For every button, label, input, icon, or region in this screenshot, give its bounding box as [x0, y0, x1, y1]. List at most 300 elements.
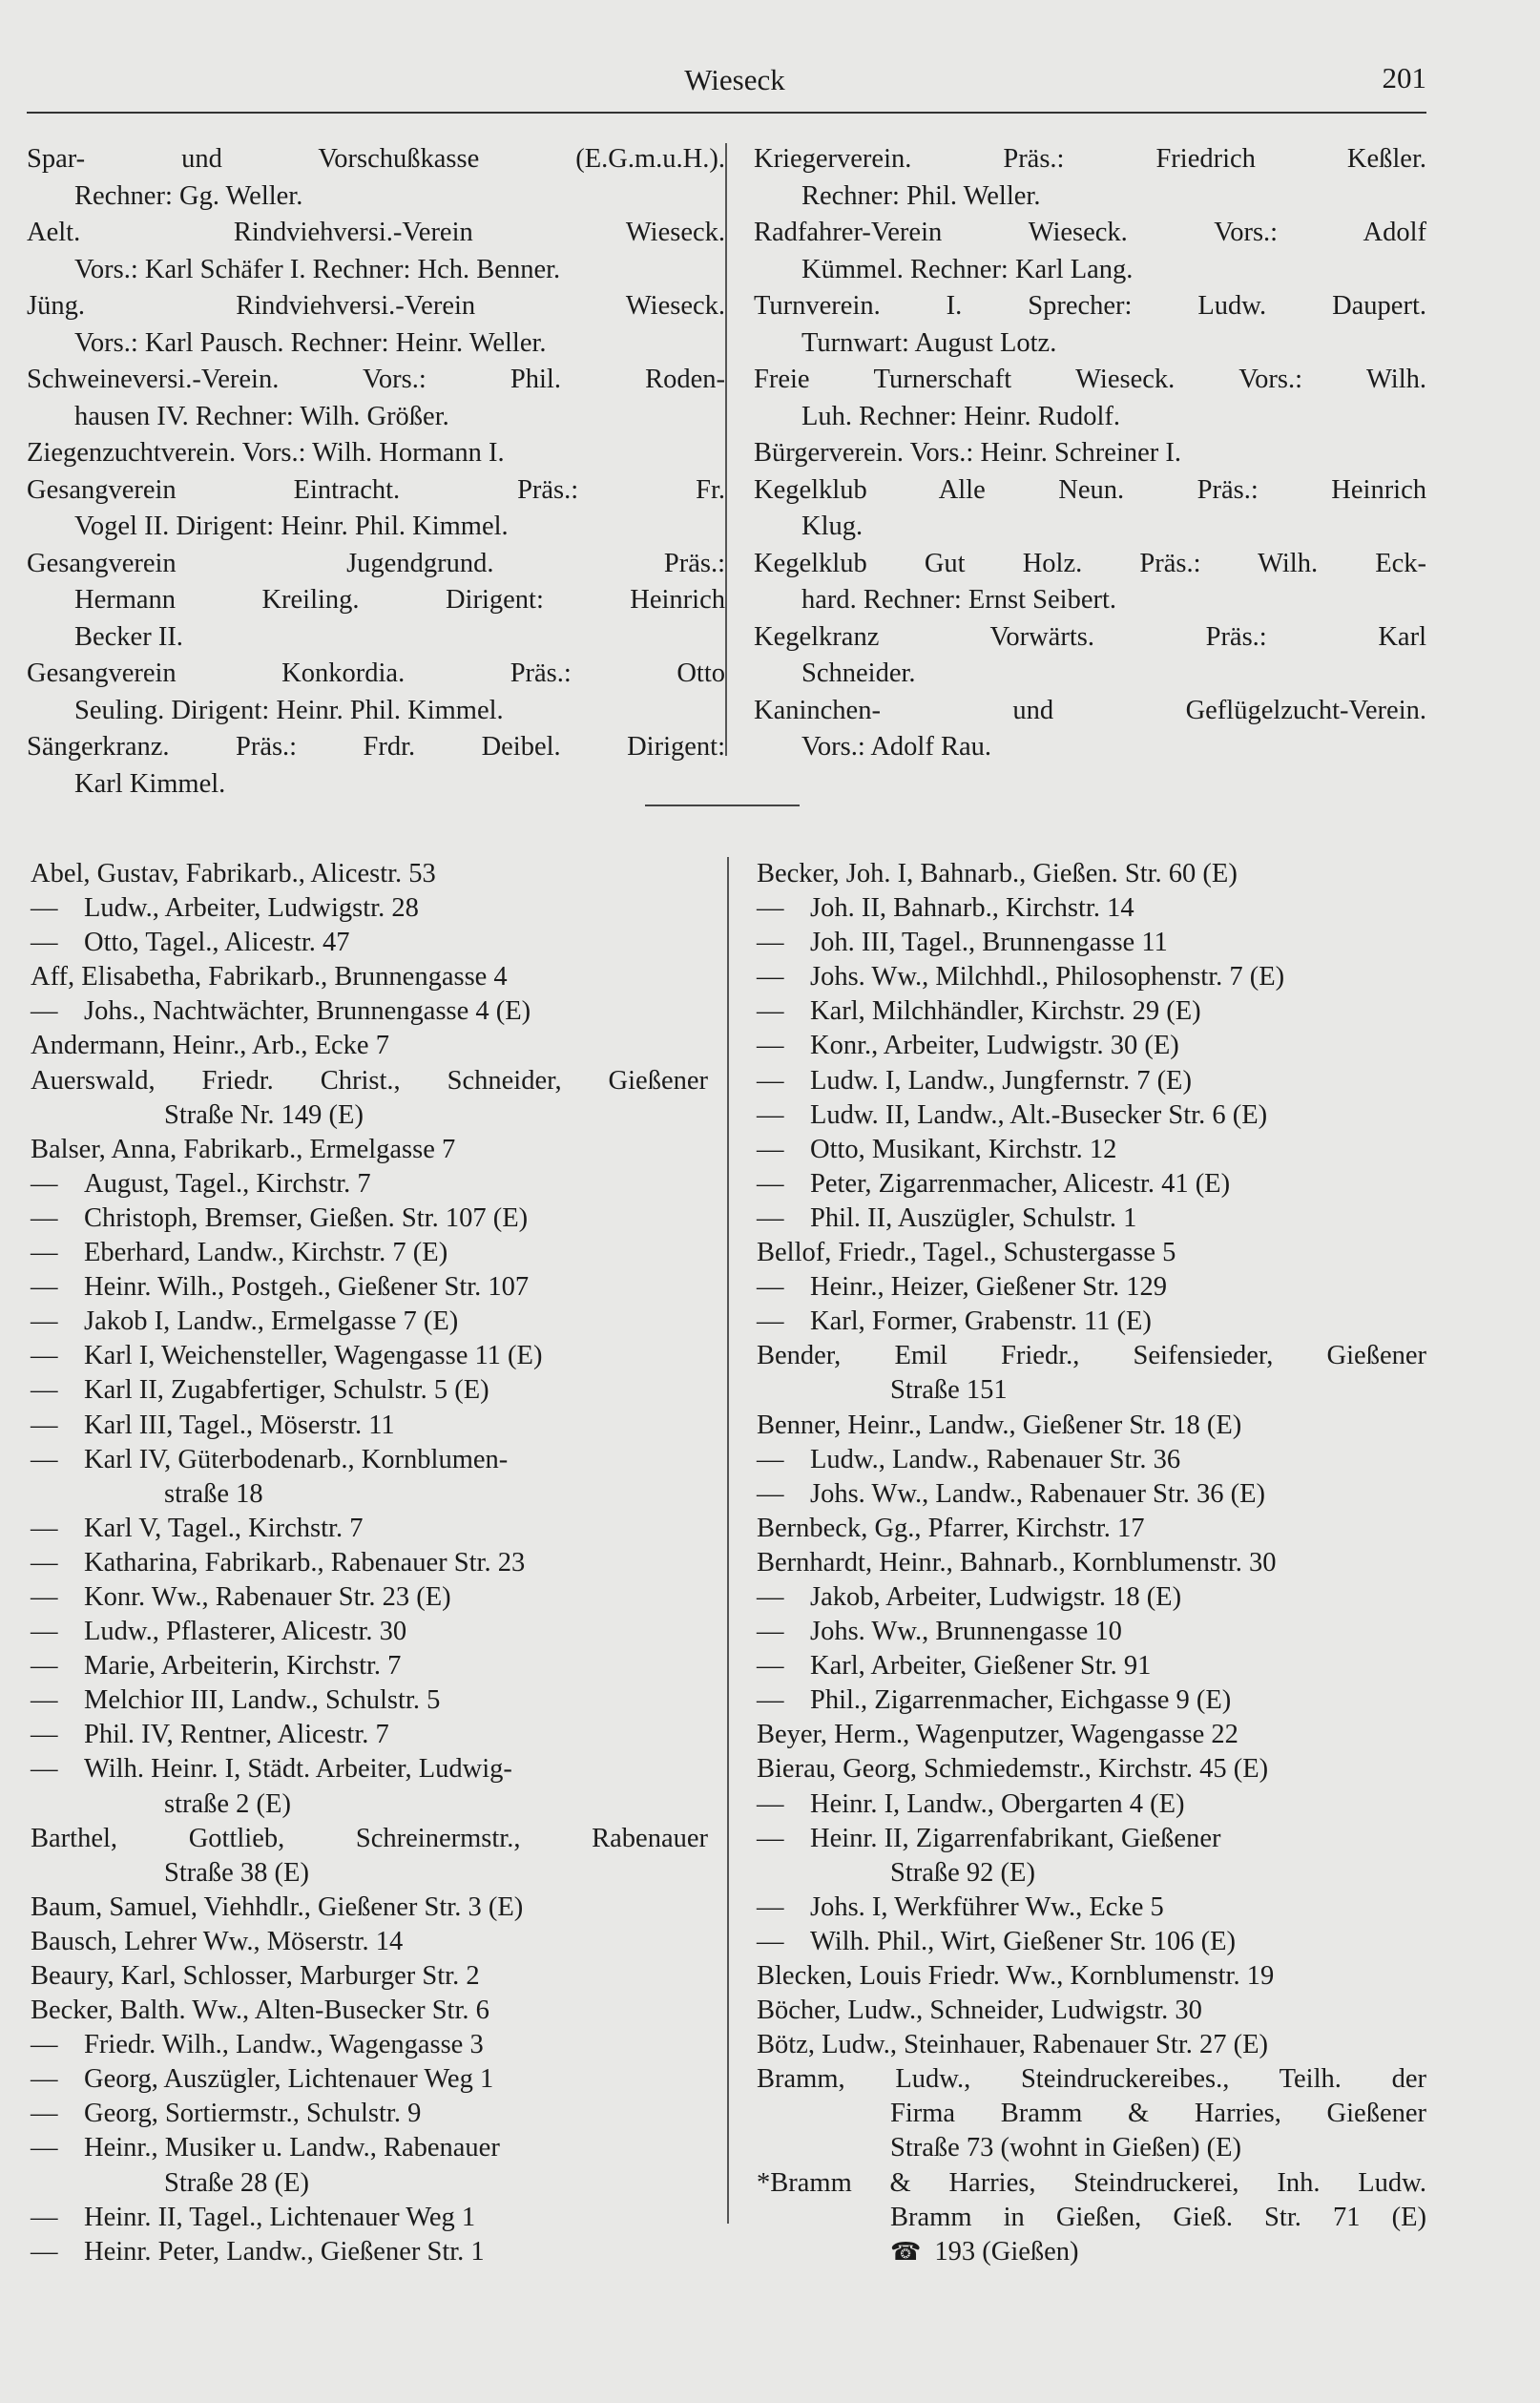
- list-entry: [31, 1236, 708, 1270]
- list-entry: [31, 2062, 708, 2097]
- entry-line: [31, 1649, 708, 1683]
- ditto-dash: —: [757, 1031, 784, 1061]
- ditto-dash: —: [31, 928, 58, 958]
- entry-line: [757, 1891, 1426, 1925]
- column-divider-bottom: [727, 857, 729, 2224]
- entry-text: Karl Kimmel.: [74, 768, 226, 799]
- list-entry: [31, 994, 708, 1029]
- page-number: 201: [1382, 61, 1426, 94]
- ditto-dash: —: [31, 2064, 58, 2095]
- entry-line: [31, 1718, 708, 1752]
- entry-line: [31, 1925, 708, 1959]
- entry-text: Bötz, Ludw., Steinhauer, Rabenauer Str. 27 (E): [757, 2030, 1269, 2060]
- list-entry: [27, 656, 725, 729]
- entry-text: Klug.: [801, 512, 864, 541]
- entry-line: [31, 1064, 708, 1098]
- entry-text: hard. Rechner: Ernst Seibert.: [801, 585, 1117, 615]
- list-entry: [757, 1443, 1426, 1477]
- entry-text: Joh. II, Bahnarb., Kirchstr. 14: [810, 893, 1134, 924]
- entry-continuation-line: [754, 399, 1426, 436]
- entry-text: Bellof, Friedr., Tagel., Schustergasse 5: [757, 1238, 1176, 1268]
- residents-column-right: [757, 857, 1426, 2269]
- entry-text: Katharina, Fabrikarb., Rabenauer Str. 23: [84, 1547, 526, 1578]
- entry-text: Gesangverein Konkordia. Präs.: Otto: [27, 658, 725, 688]
- entry-line: [754, 472, 1426, 510]
- entry-line: [757, 1305, 1426, 1339]
- list-entry: [27, 435, 725, 472]
- list-entry: [757, 1512, 1426, 1546]
- list-entry: [31, 1133, 708, 1167]
- list-entry: [31, 1649, 708, 1683]
- ditto-dash: —: [757, 1202, 784, 1233]
- list-entry: [31, 1202, 708, 1236]
- ditto-dash: —: [31, 2133, 58, 2163]
- ditto-dash: —: [757, 1926, 784, 1956]
- entry-line: [757, 926, 1426, 960]
- ditto-dash: —: [31, 1272, 58, 1303]
- entry-line: [31, 1133, 708, 1167]
- list-entry: [757, 1409, 1426, 1443]
- entry-text: Georg, Sortiermstr., Schulstr. 9: [84, 2099, 422, 2129]
- entry-text: Straße 73 (wohnt in Gießen) (E): [890, 2133, 1242, 2163]
- list-entry: [31, 2201, 708, 2235]
- list-entry: [757, 1098, 1426, 1133]
- list-entry: [757, 891, 1426, 926]
- entry-text: Vors.: Karl Schäfer I. Rechner: Hch. Benner.: [74, 254, 561, 284]
- entry-text: Schweineversi.-Verein. Vors.: Phil. Roden-: [27, 365, 725, 394]
- entry-text: Kümmel. Rechner: Karl Lang.: [801, 254, 1134, 284]
- entry-text: Abel, Gustav, Fabrikarb., Alicestr. 53: [31, 859, 436, 888]
- entry-text: Kegelkranz Vorwärts. Präs.: Karl: [754, 621, 1426, 652]
- list-entry: [757, 1683, 1426, 1718]
- entry-text: Karl, Milchhändler, Kirchstr. 29 (E): [810, 996, 1201, 1027]
- entry-text: Rechner: Gg. Weller.: [74, 180, 303, 211]
- entry-line: [31, 1202, 708, 1236]
- entry-line: [27, 435, 725, 472]
- entry-text: Ludw., Pflasterer, Alicestr. 30: [84, 1617, 407, 1647]
- ditto-dash: —: [31, 1513, 58, 1543]
- list-entry: [757, 2166, 1426, 2269]
- entry-text: Blecken, Louis Friedr. Ww., Kornblumenstr. 19: [757, 1961, 1275, 1991]
- entry-text: Aff, Elisabetha, Fabrikarb., Brunnengasse 4: [31, 962, 508, 993]
- entry-line: [757, 994, 1426, 1029]
- list-entry: [757, 857, 1426, 891]
- entry-continuation-line: [757, 2235, 1426, 2269]
- entry-line: [31, 891, 708, 926]
- ditto-dash: —: [757, 1617, 784, 1647]
- ditto-dash: —: [757, 1788, 784, 1819]
- ditto-dash: —: [757, 1823, 784, 1853]
- list-entry: [754, 288, 1426, 362]
- entry-text: 193 (Gießen): [934, 2236, 1079, 2267]
- list-entry: [31, 1339, 708, 1373]
- entry-line: [757, 1787, 1426, 1822]
- ditto-dash: —: [31, 2202, 58, 2232]
- list-entry: [757, 1236, 1426, 1270]
- entry-line: [31, 1270, 708, 1305]
- entry-line: [757, 1202, 1426, 1236]
- list-entry: [31, 1305, 708, 1339]
- ditto-dash: —: [31, 1238, 58, 1268]
- list-entry: [757, 1752, 1426, 1787]
- entry-text: Vogel II. Dirigent: Heinr. Phil. Kimmel.: [74, 512, 509, 541]
- entry-text: Straße 92 (E): [890, 1857, 1035, 1888]
- ditto-dash: —: [31, 1651, 58, 1682]
- entry-line: [757, 960, 1426, 994]
- entry-continuation-line: [31, 1787, 708, 1822]
- ditto-dash: —: [31, 2030, 58, 2060]
- entry-text: Rechner: Phil. Weller.: [801, 180, 1041, 211]
- entry-line: [757, 1443, 1426, 1477]
- entry-text: Gesangverein Eintracht. Präs.: Fr.: [27, 474, 725, 505]
- entry-continuation-line: [27, 178, 725, 216]
- list-entry: [757, 1822, 1426, 1891]
- entry-line: [31, 926, 708, 960]
- entry-text: Karl II, Zugabfertiger, Schulstr. 5 (E): [84, 1375, 489, 1406]
- entry-line: [31, 960, 708, 994]
- entry-text: Heinr. II, Tagel., Lichtenauer Weg 1: [84, 2202, 476, 2232]
- list-entry: [31, 1822, 708, 1891]
- entry-continuation-line: [754, 325, 1426, 363]
- entry-line: [31, 1752, 708, 1787]
- ditto-dash: —: [757, 928, 784, 958]
- list-entry: [31, 857, 708, 891]
- entry-text: Johs. Ww., Milchhdl., Philosophenstr. 7 (E): [810, 962, 1285, 993]
- entry-text: Phil. II, Auszügler, Schulstr. 1: [810, 1202, 1137, 1233]
- entry-line: [757, 1718, 1426, 1752]
- ditto-dash: —: [31, 2236, 58, 2267]
- entry-line: [27, 288, 725, 325]
- list-entry: [757, 1167, 1426, 1202]
- ditto-dash: —: [31, 1685, 58, 1716]
- entry-line: [31, 2235, 708, 2269]
- entry-text: Vors.: Adolf Rau.: [801, 732, 991, 762]
- entry-line: [31, 1546, 708, 1580]
- ditto-dash: —: [757, 893, 784, 924]
- entry-line: [757, 2062, 1426, 2097]
- entry-text: Peter, Zigarrenmacher, Alicestr. 41 (E): [810, 1168, 1231, 1199]
- list-entry: [31, 1752, 708, 1821]
- list-entry: [757, 2062, 1426, 2165]
- entry-line: [754, 141, 1426, 178]
- header-rule: [27, 112, 1426, 114]
- entry-text: Ludw. I, Landw., Jungfernstr. 7 (E): [810, 1065, 1192, 1096]
- list-entry: [757, 926, 1426, 960]
- entry-text: Becker II.: [74, 621, 183, 652]
- entry-line: [31, 1443, 708, 1477]
- list-entry: [27, 472, 725, 546]
- entry-line: [754, 435, 1426, 472]
- list-entry: [31, 2131, 708, 2200]
- list-entry: [31, 1512, 708, 1546]
- entry-continuation-line: [27, 766, 725, 804]
- ditto-dash: —: [31, 1341, 58, 1371]
- list-entry: [27, 215, 725, 288]
- entry-continuation-line: [754, 582, 1426, 619]
- entry-text: Ziegenzuchtverein. Vors.: Wilh. Hormann I.: [27, 438, 505, 468]
- entry-text: Heinr. I, Landw., Obergarten 4 (E): [810, 1788, 1185, 1819]
- entry-text: Karl V, Tagel., Kirchstr. 7: [84, 1513, 364, 1543]
- ditto-dash: —: [31, 1617, 58, 1647]
- ditto-dash: —: [757, 1099, 784, 1130]
- entry-text: Jüng. Rindviehversi.-Verein Wieseck.: [27, 291, 725, 321]
- entry-text: Bramm in Gießen, Gieß. Str. 71 (E): [890, 2202, 1426, 2232]
- list-entry: [757, 960, 1426, 994]
- list-entry: [754, 215, 1426, 288]
- entry-line: [31, 2131, 708, 2165]
- entry-line: [757, 1512, 1426, 1546]
- entry-line: [31, 2028, 708, 2062]
- entry-line: [31, 1994, 708, 2028]
- entry-text: Friedr. Wilh., Landw., Wagengasse 3: [84, 2030, 484, 2060]
- entry-line: [757, 857, 1426, 891]
- list-entry: [757, 994, 1426, 1029]
- entry-text: Melchior III, Landw., Schulstr. 5: [84, 1685, 441, 1716]
- list-entry: [31, 1270, 708, 1305]
- list-entry: [757, 1339, 1426, 1408]
- entry-line: [31, 1822, 708, 1856]
- entry-text: Böcher, Ludw., Schneider, Ludwigstr. 30: [757, 1996, 1202, 2026]
- entry-text: Bernhardt, Heinr., Bahnarb., Kornblumenstr. 30: [757, 1547, 1277, 1578]
- entry-line: [31, 1580, 708, 1615]
- entry-line: [31, 1959, 708, 1994]
- entry-text: Sängerkranz. Präs.: Frdr. Deibel. Dirigent:: [27, 732, 725, 762]
- entry-continuation-line: [27, 252, 725, 289]
- residents-column-left: [31, 857, 708, 2269]
- ditto-dash: —: [757, 1651, 784, 1682]
- list-entry: [31, 1718, 708, 1752]
- entry-line: [31, 994, 708, 1029]
- entry-text: Heinr. Peter, Landw., Gießener Str. 1: [84, 2236, 485, 2267]
- entry-text: Andermann, Heinr., Arb., Ecke 7: [31, 1031, 389, 1061]
- entry-line: [31, 857, 708, 891]
- list-entry: [757, 1615, 1426, 1649]
- entry-line: [757, 1236, 1426, 1270]
- list-entry: [757, 1546, 1426, 1580]
- entry-line: [757, 1064, 1426, 1098]
- entry-text: Luh. Rechner: Heinr. Rudolf.: [801, 401, 1121, 431]
- entry-line: [27, 472, 725, 510]
- entry-text: Otto, Tagel., Alicestr. 47: [84, 928, 350, 958]
- entry-line: [31, 1615, 708, 1649]
- list-entry: [757, 1787, 1426, 1822]
- entry-line: [27, 141, 725, 178]
- entry-text: Jakob I, Landw., Ermelgasse 7 (E): [84, 1306, 459, 1337]
- list-entry: [31, 2235, 708, 2269]
- entry-continuation-line: [27, 399, 725, 436]
- list-entry: [31, 2028, 708, 2062]
- entry-text: Karl, Arbeiter, Gießener Str. 91: [810, 1651, 1152, 1682]
- entry-line: [754, 362, 1426, 399]
- ditto-dash: —: [757, 1891, 784, 1922]
- entry-text: Johs., Nachtwächter, Brunnengasse 4 (E): [84, 996, 531, 1027]
- entry-continuation-line: [754, 178, 1426, 216]
- ditto-dash: —: [31, 1375, 58, 1406]
- entry-text: Jakob, Arbeiter, Ludwigstr. 18 (E): [810, 1581, 1182, 1612]
- list-entry: [27, 362, 725, 435]
- entry-text: Johs. Ww., Landw., Rabenauer Str. 36 (E): [810, 1478, 1266, 1509]
- list-entry: [757, 1133, 1426, 1167]
- entry-continuation-line: [31, 1098, 708, 1133]
- list-entry: [27, 288, 725, 362]
- entry-continuation-line: [757, 2097, 1426, 2131]
- entry-text: Kriegerverein. Präs.: Friedrich Keßler.: [754, 144, 1426, 174]
- entry-line: [757, 1546, 1426, 1580]
- entry-text: Konr., Arbeiter, Ludwigstr. 30 (E): [810, 1031, 1179, 1061]
- list-entry: [27, 729, 725, 803]
- entry-line: [757, 1615, 1426, 1649]
- entry-text: Ludw., Arbeiter, Ludwigstr. 28: [84, 893, 419, 924]
- entry-line: [31, 1373, 708, 1408]
- entry-line: [754, 215, 1426, 252]
- entry-continuation-line: [754, 729, 1426, 766]
- list-entry: [31, 1167, 708, 1202]
- entry-text: Bürgerverein. Vors.: Heinr. Schreiner I.: [754, 438, 1181, 468]
- ditto-dash: —: [31, 1168, 58, 1199]
- list-entry: [757, 1270, 1426, 1305]
- entry-text: Beyer, Herm., Wagenputzer, Wagengasse 22: [757, 1720, 1238, 1750]
- entry-text: Radfahrer-Verein Wieseck. Vors.: Adolf: [754, 218, 1426, 247]
- entry-text: Turnwart: August Lotz.: [801, 327, 1057, 358]
- ditto-dash: —: [757, 1444, 784, 1474]
- entry-text: Joh. III, Tagel., Brunnengasse 11: [810, 928, 1168, 958]
- entry-text: Balser, Anna, Fabrikarb., Ermelgasse 7: [31, 1134, 456, 1164]
- entry-text: Benner, Heinr., Landw., Gießener Str. 18 (E): [757, 1410, 1242, 1440]
- entry-text: hausen IV. Rechner: Wilh. Größer.: [74, 401, 449, 431]
- list-entry: [757, 2028, 1426, 2062]
- entry-text: Kegelklub Gut Holz. Präs.: Wilh. Eck-: [754, 548, 1426, 578]
- entry-text: Karl III, Tagel., Möserstr. 11: [84, 1410, 395, 1440]
- entry-line: [27, 729, 725, 766]
- entry-continuation-line: [757, 1373, 1426, 1408]
- entry-line: [31, 1236, 708, 1270]
- ditto-dash: —: [757, 1478, 784, 1509]
- entry-line: [31, 1891, 708, 1925]
- entry-text: Seuling. Dirigent: Heinr. Phil. Kimmel.: [74, 695, 504, 725]
- entry-text: August, Tagel., Kirchstr. 7: [84, 1168, 371, 1199]
- entry-continuation-line: [754, 656, 1426, 693]
- entry-line: [27, 546, 725, 583]
- entry-text: *Bramm & Harries, Steindruckerei, Inh. Ludw.: [757, 2167, 1426, 2198]
- list-entry: [27, 141, 725, 215]
- list-entry: [31, 1546, 708, 1580]
- entry-text: Ludw., Landw., Rabenauer Str. 36: [810, 1444, 1181, 1474]
- entry-text: Becker, Balth. Ww., Alten-Busecker Str. 6: [31, 1996, 489, 2026]
- list-entry: [31, 1994, 708, 2028]
- entry-text: Baum, Samuel, Viehhdlr., Gießener Str. 3 (E): [31, 1891, 524, 1922]
- ditto-dash: —: [757, 1581, 784, 1612]
- entry-text: Gesangverein Jugendgrund. Präs.:: [27, 548, 725, 578]
- entry-line: [27, 656, 725, 693]
- list-entry: [757, 1029, 1426, 1063]
- entry-line: [757, 1649, 1426, 1683]
- ditto-dash: —: [31, 893, 58, 924]
- entry-text: Christoph, Bremser, Gießen. Str. 107 (E): [84, 1202, 529, 1233]
- list-entry: [31, 1925, 708, 1959]
- entry-text: Konr. Ww., Rabenauer Str. 23 (E): [84, 1581, 451, 1612]
- entry-continuation-line: [754, 252, 1426, 289]
- ditto-dash: —: [31, 1444, 58, 1474]
- list-entry: [31, 1064, 708, 1133]
- entry-text: Karl IV, Güterbodenarb., Kornblumen-: [84, 1444, 509, 1474]
- entry-text: Straße 28 (E): [164, 2167, 309, 2198]
- entry-continuation-line: [757, 2131, 1426, 2165]
- list-entry: [757, 1305, 1426, 1339]
- entry-continuation-line: [27, 325, 725, 363]
- list-entry: [31, 1615, 708, 1649]
- entry-line: [757, 1098, 1426, 1133]
- entry-text: Johs. I, Werkführer Ww., Ecke 5: [810, 1891, 1164, 1922]
- entry-continuation-line: [31, 1856, 708, 1891]
- entry-line: [31, 2097, 708, 2131]
- entry-line: [31, 1409, 708, 1443]
- entry-text: Heinr., Heizer, Gießener Str. 129: [810, 1272, 1167, 1303]
- entry-text: Turnverein. I. Sprecher: Ludw. Daupert.: [754, 291, 1426, 321]
- list-entry: [757, 1202, 1426, 1236]
- entry-text: Spar- und Vorschußkasse (E.G.m.u.H.).: [27, 144, 725, 174]
- entry-text: Bierau, Georg, Schmiedemstr., Kirchstr. 45 (E): [757, 1754, 1269, 1785]
- entry-line: [757, 1167, 1426, 1202]
- list-entry: [757, 1959, 1426, 1994]
- entry-line: [757, 1339, 1426, 1373]
- ditto-dash: —: [757, 1134, 784, 1164]
- list-entry: [757, 1064, 1426, 1098]
- list-entry: [754, 546, 1426, 619]
- entry-continuation-line: [757, 1856, 1426, 1891]
- clubs-column-right: [754, 141, 1426, 766]
- entry-text: Barthel, Gottlieb, Schreinermstr., Rabenauer: [31, 1823, 708, 1853]
- entry-text: Otto, Musikant, Kirchstr. 12: [810, 1134, 1117, 1164]
- entry-text: Bernbeck, Gg., Pfarrer, Kirchstr. 17: [757, 1513, 1145, 1543]
- entry-text: Aelt. Rindviehversi.-Verein Wieseck.: [27, 218, 725, 247]
- entry-text: straße 2 (E): [164, 1788, 291, 1819]
- section-rule: [645, 804, 800, 806]
- ditto-dash: —: [31, 1202, 58, 1233]
- list-entry: [754, 435, 1426, 472]
- list-entry: [31, 2097, 708, 2131]
- entry-line: [31, 1167, 708, 1202]
- ditto-dash: —: [31, 1581, 58, 1612]
- entry-text: Firma Bramm & Harries, Gießener: [890, 2099, 1426, 2129]
- entry-line: [754, 288, 1426, 325]
- entry-text: Phil., Zigarrenmacher, Eichgasse 9 (E): [810, 1685, 1232, 1716]
- entry-continuation-line: [27, 619, 725, 657]
- running-head-title: Wieseck: [684, 63, 785, 96]
- entry-line: [757, 1994, 1426, 2028]
- entry-text: Auerswald, Friedr. Christ., Schneider, Gießener: [31, 1065, 708, 1096]
- entry-continuation-line: [31, 2166, 708, 2201]
- list-entry: [31, 1409, 708, 1443]
- ditto-dash: —: [757, 1065, 784, 1096]
- list-entry: [31, 1959, 708, 1994]
- entry-text: Becker, Joh. I, Bahnarb., Gießen. Str. 60 (E): [757, 859, 1238, 888]
- entry-line: [31, 1029, 708, 1063]
- list-entry: [754, 141, 1426, 215]
- entry-text: Wilh. Heinr. I, Städt. Arbeiter, Ludwig-: [84, 1754, 512, 1785]
- entry-line: [757, 1580, 1426, 1615]
- entry-text: Karl, Former, Grabenstr. 11 (E): [810, 1306, 1152, 1337]
- entry-line: [757, 1270, 1426, 1305]
- entry-continuation-line: [27, 693, 725, 730]
- entry-line: [31, 1512, 708, 1546]
- entry-continuation-line: [754, 509, 1426, 546]
- entry-text: Freie Turnerschaft Wieseck. Vors.: Wilh.: [754, 365, 1426, 394]
- entry-text: Marie, Arbeiterin, Kirchstr. 7: [84, 1651, 402, 1682]
- list-entry: [754, 362, 1426, 435]
- entry-line: [757, 1477, 1426, 1512]
- entry-text: straße 18: [164, 1478, 263, 1509]
- entry-text: Karl I, Weichensteller, Wagengasse 11 (E): [84, 1341, 543, 1371]
